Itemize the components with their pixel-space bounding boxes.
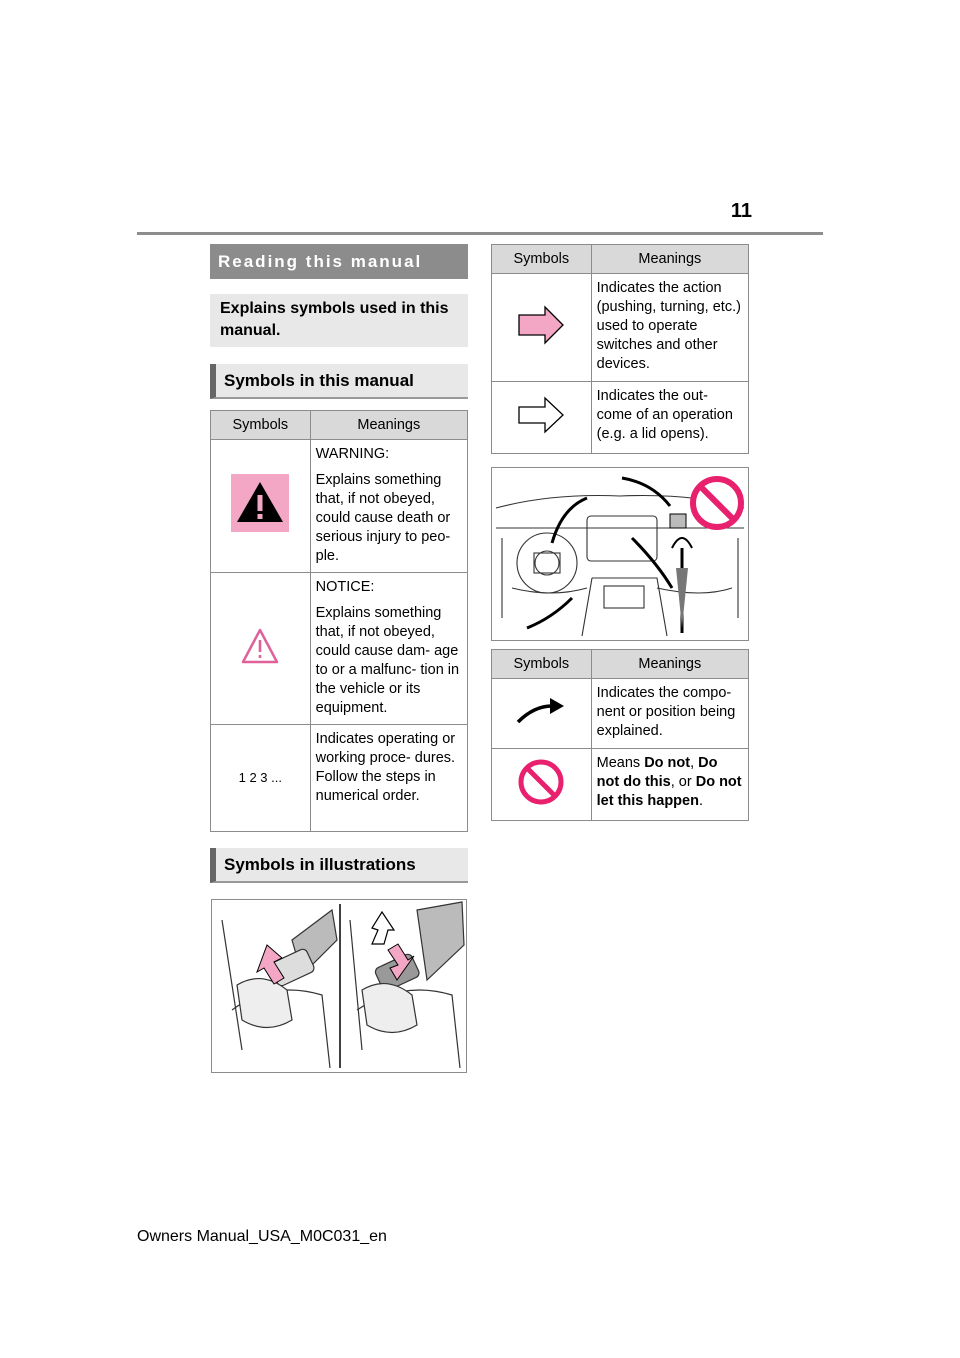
footer-text: Owners Manual_USA_M0C031_en bbox=[137, 1228, 387, 1245]
page-number: 11 bbox=[730, 200, 752, 222]
notice-icon bbox=[240, 627, 280, 665]
donot-text: Means Do not, Do not do this, or Do not let this happen. bbox=[596, 755, 742, 809]
donot-phrase-1: Do not bbox=[644, 755, 691, 771]
symbols-component-table bbox=[491, 649, 749, 821]
header-rule bbox=[137, 232, 823, 235]
outcome-arrow-icon bbox=[517, 395, 565, 435]
notice-label: NOTICE: bbox=[315, 579, 375, 595]
subhead-symbols-illustrations: Symbols in illustrations bbox=[210, 848, 468, 883]
prohibited-icon bbox=[517, 758, 565, 806]
donot-phrase-2: Do not do this bbox=[596, 755, 718, 790]
subhead-symbols-manual: Symbols in this manual bbox=[210, 364, 468, 399]
col-header-meanings: Meanings bbox=[310, 411, 467, 440]
warning-text: Explains something that, if not obeyed, could cause death or serious injury to peo- ple. bbox=[315, 472, 451, 564]
section-summary: Explains symbols used in this manual. bbox=[210, 294, 468, 347]
col-header-symbols: Symbols bbox=[211, 411, 311, 440]
warning-label: WARNING: bbox=[315, 446, 390, 462]
component-text: Indicates the compo- nent or position being explained. bbox=[596, 685, 736, 739]
vehicle-interior-illustration bbox=[491, 467, 749, 641]
col-header-meanings: Meanings bbox=[591, 650, 748, 679]
vehicle-interior-image bbox=[492, 468, 748, 640]
col-header-symbols: Symbols bbox=[492, 650, 592, 679]
symbols-action-table bbox=[491, 244, 749, 454]
steps-icon: 1 2 3 ... bbox=[238, 770, 282, 785]
action-text: Indicates the action (pushing, turning, etc.) used to operate switches and other devices. bbox=[596, 280, 741, 372]
action-arrow-icon bbox=[517, 305, 565, 345]
warning-icon bbox=[231, 474, 289, 532]
outcome-text: Indicates the out- come of an operation (e.g. a lid opens). bbox=[596, 388, 733, 442]
col-header-meanings: Meanings bbox=[591, 245, 748, 274]
seatbelt-illustration bbox=[211, 899, 467, 1073]
symbols-manual-table bbox=[210, 410, 468, 832]
col-header-symbols: Symbols bbox=[492, 245, 592, 274]
notice-text: Explains something that, if not obeyed, could cause dam- age to or a malfunc- tion in the vehicle or its equipment. bbox=[315, 605, 460, 716]
steps-text: Indicates operating or working proce- dures. Follow the steps in numerical order. bbox=[315, 731, 456, 804]
seatbelt-buckle-image bbox=[212, 900, 466, 1072]
section-title: Reading this manual bbox=[210, 244, 468, 279]
curved-arrow-icon bbox=[516, 696, 566, 726]
donot-phrase-3: Do not let this happen bbox=[596, 774, 742, 809]
